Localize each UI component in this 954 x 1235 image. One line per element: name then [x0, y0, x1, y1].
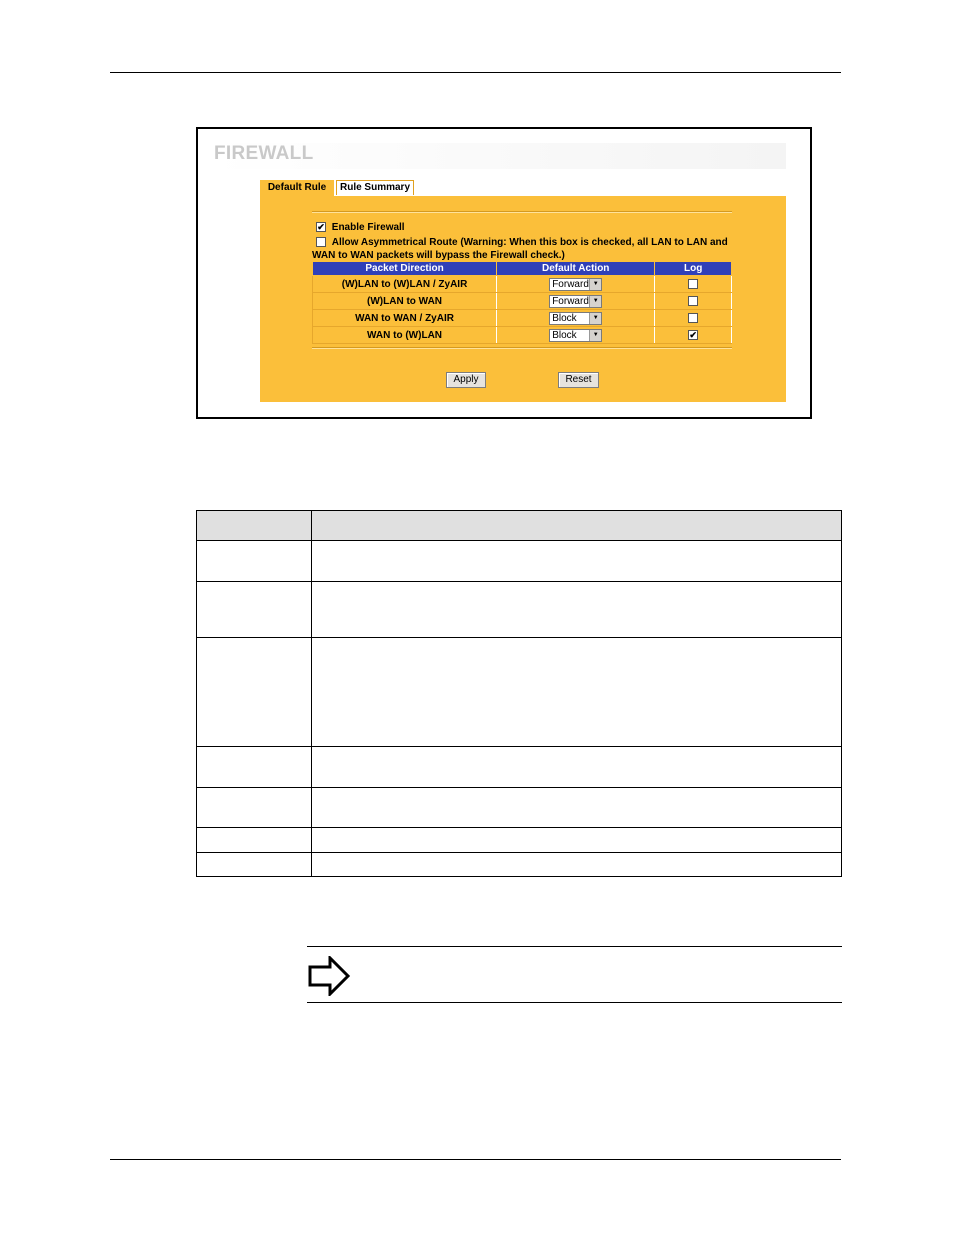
footer-rule	[110, 1159, 841, 1160]
asymmetrical-route-label-line1: Allow Asymmetrical Route (Warning: When this box is checked, all LAN to LAN and	[331, 237, 728, 248]
action-select-value: Forward	[552, 295, 589, 307]
action-select[interactable]	[549, 312, 602, 325]
tab-rule-summary[interactable]: Rule Summary	[336, 180, 414, 195]
table-row	[197, 541, 842, 582]
table-row	[197, 746, 842, 787]
dropdown-arrow-icon[interactable]: ▼	[589, 313, 601, 324]
log-checkbox[interactable]	[688, 296, 698, 306]
firewall-screenshot	[196, 127, 812, 419]
description-cell	[312, 787, 842, 827]
action-select[interactable]	[549, 295, 602, 308]
col-packet-direction: Packet Direction	[313, 262, 497, 276]
description-cell	[312, 638, 842, 746]
dropdown-arrow-icon[interactable]: ▼	[589, 296, 601, 307]
label-cell	[197, 746, 312, 787]
row-log-cell	[655, 310, 732, 327]
note-top-rule	[307, 946, 842, 947]
col-default-action: Default Action	[497, 262, 655, 276]
row-log-cell	[655, 327, 732, 344]
dropdown-arrow-icon[interactable]: ▼	[589, 330, 601, 341]
label-cell	[197, 787, 312, 827]
description-cell	[312, 582, 842, 638]
row-log-cell	[655, 293, 732, 310]
table-row	[197, 787, 842, 827]
row-action-cell	[497, 276, 655, 293]
divider-top	[312, 211, 732, 213]
log-checkbox[interactable]	[688, 313, 698, 323]
log-checkbox[interactable]: ✔	[689, 329, 697, 340]
table-header-row	[313, 262, 732, 276]
asymmetrical-route-label-line2: WAN to WAN packets will bypass the Firewall check.)	[312, 250, 565, 261]
enable-firewall-label: Enable Firewall	[331, 222, 405, 233]
description-cell	[312, 852, 842, 876]
label-cell	[197, 827, 312, 852]
action-select-value: Block	[552, 312, 577, 324]
table-header-row	[197, 511, 842, 541]
row-log-cell	[655, 276, 732, 293]
table-row	[197, 827, 842, 852]
row-direction: WAN to WAN / ZyAIR	[313, 310, 497, 327]
row-direction: (W)LAN to (W)LAN / ZyAIR	[313, 276, 497, 293]
enable-firewall-checkbox[interactable]: ✔	[317, 222, 325, 233]
table-row	[313, 327, 732, 344]
header-rule	[110, 72, 841, 73]
reset-button[interactable]: Reset	[558, 372, 599, 388]
asym-route-row	[316, 236, 728, 249]
note-bottom-rule	[307, 1002, 842, 1003]
enable-firewall-row	[316, 221, 405, 234]
asymmetrical-route-checkbox[interactable]	[316, 237, 326, 247]
label-cell	[197, 852, 312, 876]
label-cell	[197, 541, 312, 582]
action-select-value: Block	[552, 329, 577, 341]
description-cell	[312, 746, 842, 787]
page-title: FIREWALL	[214, 143, 314, 164]
label-cell	[197, 582, 312, 638]
col-log: Log	[655, 262, 732, 276]
dropdown-arrow-icon[interactable]: ▼	[589, 279, 601, 290]
table-row	[313, 310, 732, 327]
label-cell	[197, 638, 312, 746]
table-row	[197, 638, 842, 746]
header-cell-label	[197, 511, 312, 541]
description-cell	[312, 541, 842, 582]
tab-default-rule[interactable]: Default Rule	[260, 180, 334, 196]
row-direction: (W)LAN to WAN	[313, 293, 497, 310]
table-row	[197, 852, 842, 876]
row-action-cell	[497, 310, 655, 327]
row-direction: WAN to (W)LAN	[313, 327, 497, 344]
action-select[interactable]	[549, 329, 602, 342]
table-row	[313, 293, 732, 310]
settings-panel	[260, 196, 786, 402]
arrow-right-outline-icon	[308, 956, 352, 996]
description-cell	[312, 827, 842, 852]
row-action-cell	[497, 327, 655, 344]
field-description-table	[196, 510, 842, 877]
apply-button[interactable]: Apply	[446, 372, 486, 388]
divider-bottom	[312, 347, 732, 349]
table-row	[197, 582, 842, 638]
default-rule-table	[312, 261, 732, 344]
action-select-value: Forward	[552, 278, 589, 290]
log-checkbox[interactable]	[688, 279, 698, 289]
row-action-cell	[497, 293, 655, 310]
header-cell-description	[312, 511, 842, 541]
action-select[interactable]	[549, 278, 602, 291]
table-row	[313, 276, 732, 293]
